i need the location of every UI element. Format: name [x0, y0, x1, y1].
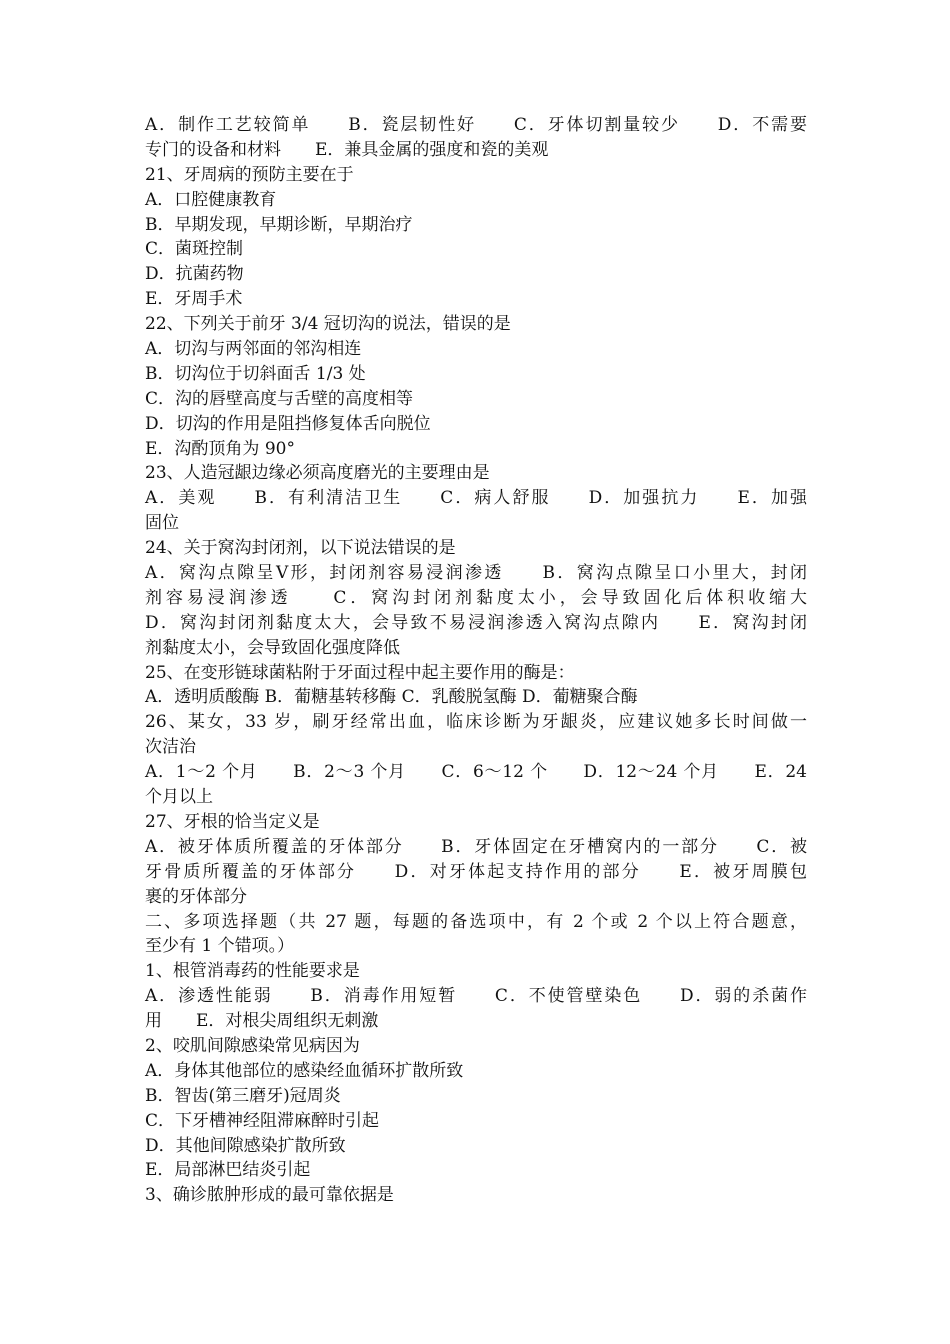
text-line: A．身体其他部位的感染经血循环扩散所致 — [145, 1060, 464, 1081]
text-line: A．制作工艺较简单 B．瓷层韧性好 C．牙体切割量较少 D．不需要 — [145, 115, 807, 135]
text-line: 专门的设备和材料 E．兼具金属的强度和瓷的美观 — [145, 139, 549, 160]
text-line: A．透明质酸酶 B．葡糖基转移酶 C．乳酸脱氢酶 D．葡糖聚合酶 — [145, 687, 638, 708]
text-line: 剂黏度太小，会导致固化强度降低 — [145, 637, 400, 658]
text-line: E．局部淋巴结炎引起 — [145, 1160, 311, 1181]
text-line: A．被牙体质所覆盖的牙体部分 B．牙体固定在牙槽窝内的一部分 C．被 — [145, 836, 807, 857]
text-line: A．窝沟点隙呈Ⅴ形，封闭剂容易浸润渗透 B．窝沟点隙呈口小里大，封闭 — [145, 563, 807, 584]
text-line: E．沟酌顶角为 90° — [145, 438, 295, 459]
text-line: A．渗透性能弱 B．消毒作用短暂 C．不使管壁染色 D．弱的杀菌作 — [145, 986, 807, 1007]
text-line: 2、咬肌间隙感染常见病因为 — [145, 1035, 360, 1056]
text-line: 裹的牙体部分 — [145, 886, 247, 907]
text-line: 23、人造冠龈边缘必须高度磨光的主要理由是 — [145, 463, 490, 484]
text-line: 次洁治 — [145, 737, 196, 758]
text-line: D．抗菌药物 — [145, 264, 244, 285]
text-line: 用 E．对根尖周组织无刺激 — [145, 1011, 379, 1032]
text-line: D．切沟的作用是阻挡修复体舌向脱位 — [145, 413, 431, 434]
text-line: 24、关于窝沟封闭剂，以下说法错误的是 — [145, 538, 456, 559]
text-line: 25、在变形链球菌粘附于牙面过程中起主要作用的酶是： — [145, 662, 575, 683]
text-line: 1、根管消毒药的性能要求是 — [145, 961, 360, 982]
text-line: E．牙周手术 — [145, 289, 243, 310]
document-body — [145, 113, 807, 1208]
text-line: 21、牙周病的预防主要在于 — [145, 164, 354, 185]
text-line: 牙骨质所覆盖的牙体部分 D．对牙体起支持作用的部分 E．被牙周膜包 — [145, 861, 807, 882]
text-line: A．口腔健康教育 — [145, 189, 277, 210]
text-line: A．美观 B．有利清洁卫生 C．病人舒服 D．加强抗力 E．加强 — [145, 488, 807, 509]
text-line: 22、下列关于前牙 3/4 冠切沟的说法，错误的是 — [145, 314, 511, 335]
text-line: B．智齿(第三磨牙)冠周炎 — [145, 1085, 341, 1106]
text-line: 个月以上 — [145, 787, 213, 808]
text-line: C．下牙槽神经阻滞麻醉时引起 — [145, 1110, 380, 1131]
text-line: 3、确诊脓肿形成的最可靠依据是 — [145, 1185, 394, 1206]
text-line: 26、某女，33 岁，刷牙经常出血，临床诊断为牙龈炎，应建议她多长时间做一 — [145, 712, 807, 733]
text-line: B．切沟位于切斜面舌 1/3 处 — [145, 363, 366, 384]
text-line: 二、多项选择题（共 27 题，每题的备选项中，有 2 个或 2 个以上符合题意， — [145, 911, 807, 932]
text-line: D．窝沟封闭剂黏度太大，会导致不易浸润渗透入窝沟点隙内 E．窝沟封闭 — [145, 612, 807, 633]
text-line: 27、牙根的恰当定义是 — [145, 811, 320, 832]
text-line: 剂容易浸润渗透 C．窝沟封闭剂黏度太小，会导致固化后体积收缩大 — [145, 587, 807, 608]
text-line: A．1～2 个月 B．2～3 个月 C．6～12 个 D．12～24 个月 E．24 — [145, 762, 807, 783]
text-line: B．早期发现，早期诊断，早期治疗 — [145, 214, 413, 235]
text-line: A．切沟与两邻面的邻沟相连 — [145, 339, 362, 360]
text-line: D．其他间隙感染扩散所致 — [145, 1135, 346, 1156]
text-line: 固位 — [145, 513, 179, 534]
text-line: 至少有 1 个错项。） — [145, 936, 295, 957]
text-line: C．菌斑控制 — [145, 239, 244, 260]
text-line: C．沟的唇壁高度与舌壁的高度相等 — [145, 388, 414, 409]
